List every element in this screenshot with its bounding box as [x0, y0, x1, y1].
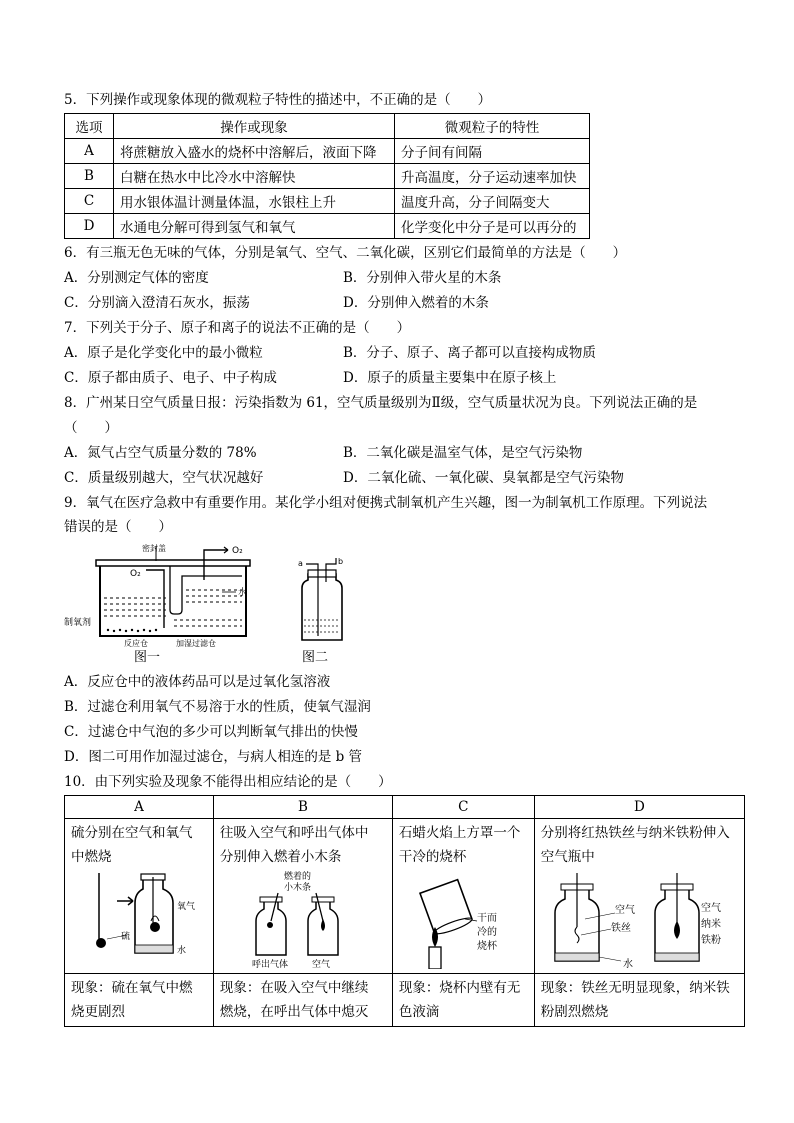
header-option: 选项	[65, 114, 114, 139]
experiment-d-cell	[534, 819, 744, 974]
q7-option-d: D．原子的质量主要集中在原子核上	[343, 370, 557, 386]
label-o2-in: O₂	[130, 569, 141, 579]
label-water-a: 水	[177, 946, 187, 956]
q10-table	[64, 795, 745, 1027]
table-row	[65, 974, 745, 1027]
observation-c-line1: 现象：烧杯内壁有无	[398, 980, 521, 996]
label-dry-2: 冷的	[476, 927, 497, 938]
q10-stem: 10．由下列实验及现象不能得出相应结论的是（ ）	[64, 774, 392, 790]
experiment-a-desc2: 中燃烧	[71, 849, 112, 865]
cell-property: 温度升高，分子间隔变大	[395, 189, 590, 214]
cell-option: D	[65, 214, 114, 239]
table-header-row	[65, 114, 590, 139]
iron-burning-diagram	[545, 869, 735, 969]
cell-operation: 将蔗糖放入盛水的烧杯中溶解后，液面下降	[114, 139, 395, 164]
experiment-c-cell	[392, 819, 534, 974]
q8-option-b: B．二氧化碳是温室气体，是空气污染物	[343, 445, 583, 461]
label-iron-wire: 铁丝	[610, 923, 631, 934]
label-seal-lid: 密封盖	[142, 544, 166, 553]
observation-c	[392, 974, 534, 1027]
experiment-b-desc1: 往吸入空气和呼出气体中	[219, 825, 369, 841]
cell-operation: 水通电分解可得到氢气和氧气	[114, 214, 395, 239]
experiment-d-desc2: 空气瓶中	[540, 849, 595, 865]
q6-option-c: C．分别滴入澄清石灰水，振荡	[64, 295, 250, 311]
q6-option-b: B．分别伸入带火星的木条	[343, 270, 502, 286]
experiment-b-desc2: 分别伸入燃着小木条	[219, 849, 342, 865]
q7-option-a: A．原子是化学变化中的最小微粒	[64, 345, 263, 361]
q7-option-b: B．分子、原子、离子都可以直接构成物质	[343, 345, 596, 361]
cell-property: 化学变化中分子是可以再分的	[395, 214, 590, 239]
label-agent: 制氧剂	[64, 618, 92, 628]
label-water-d: 水	[622, 959, 633, 969]
observation-d	[534, 974, 744, 1027]
header-a: A	[65, 796, 214, 819]
table-row	[65, 189, 590, 214]
q8-option-a: A．氮气占空气质量分数的 78%	[64, 445, 257, 461]
observation-b-line2: 燃烧，在呼出气体中熄灭	[219, 1004, 369, 1020]
experiment-b-cell	[213, 819, 392, 974]
table-header-row	[65, 796, 745, 819]
observation-d-line1: 现象：铁丝无明显现象，纳米铁	[540, 980, 730, 996]
q9-stem-line2: 错误的是（ ）	[64, 519, 172, 535]
table-row	[65, 214, 590, 239]
label-tube-a: a	[298, 559, 303, 568]
experiment-c-desc1: 石蜡火焰上方罩一个	[398, 825, 521, 841]
label-dry-1: 干而	[476, 913, 497, 924]
q5-table	[64, 113, 590, 239]
label-burning-stick-1: 燃着的	[283, 872, 311, 882]
cell-property: 升高温度，分子运动速率加快	[395, 164, 590, 189]
table-row	[65, 819, 745, 974]
experiment-c-desc2: 干冷的烧杯	[398, 849, 467, 865]
q9-option-c: C．过滤仓中气泡的多少可以判断氧气排出的快慢	[64, 724, 358, 740]
q9-option-b: B．过滤仓利用氧气不易溶于水的性质，使氧气湿润	[64, 699, 371, 715]
label-reactor: 反应仓	[124, 639, 148, 648]
q8-option-d: D．二氧化硫、一氧化碳、臭氧都是空气污染物	[343, 470, 624, 486]
breath-comparison-diagram	[226, 869, 376, 969]
cell-option: B	[65, 164, 114, 189]
label-oxygen: 氧气	[177, 902, 196, 912]
label-exhaled: 呼出气体	[251, 960, 288, 969]
label-tube-b: b	[338, 558, 344, 566]
q8-stem: 8．广州某日空气质量日报：污染指数为 61，空气质量级别为Ⅱ级，空气质量状况为良。下列说法正确的是	[64, 395, 698, 411]
table-row	[65, 164, 590, 189]
header-c: C	[392, 796, 534, 819]
table-row	[65, 139, 590, 164]
header-operation: 操作或现象	[114, 114, 395, 139]
q9-stem: 9．氧气在医疗急救中有重要作用。某化学小组对便携式制氧机产生兴趣，图一为制氧机工作原理。下列说法	[64, 495, 708, 511]
q8-option-c: C．质量级别越大，空气状况越好	[64, 470, 264, 486]
q6-option-a: A．分别测定气体的密度	[64, 270, 209, 286]
label-water: 水	[238, 588, 248, 598]
observation-d-line2: 粉剧烈燃烧	[540, 1004, 609, 1020]
q6-option-d: D．分别伸入燃着的木条	[343, 295, 489, 311]
wash-bottle-diagram	[292, 558, 352, 646]
observation-b-line1: 现象：在吸入空气中继续	[219, 980, 369, 996]
observation-a	[65, 974, 214, 1027]
cell-option: C	[65, 189, 114, 214]
label-o2-out: O₂	[232, 546, 243, 556]
q5-stem: 5．下列操作或现象体现的微观粒子特性的描述中，不正确的是（ ）	[64, 92, 492, 108]
experiment-a-desc1: 硫分别在空气和氧气	[71, 825, 193, 841]
q6-stem: 6．有三瓶无色无味的气体，分别是氧气、空气、二氧化碳，区别它们最简单的方法是（ ）	[64, 245, 627, 261]
header-d: D	[534, 796, 744, 819]
candle-beaker-diagram	[407, 869, 527, 969]
figure-1-caption: 图一	[134, 650, 161, 665]
sulfur-burning-diagram	[81, 869, 201, 959]
cell-operation: 用水银体温计测量体温，水银柱上升	[114, 189, 395, 214]
experiment-a-cell	[65, 819, 214, 974]
experiment-d-desc1: 分别将红热铁丝与纳米铁粉伸入	[540, 825, 730, 841]
observation-a-line2: 烧更剧烈	[71, 1004, 125, 1020]
q7-option-c: C．原子都由质子、电子、中子构成	[64, 370, 277, 386]
observation-b	[213, 974, 392, 1027]
label-burning-stick-2: 小木条	[283, 883, 311, 893]
label-air-b: 空气	[311, 960, 330, 969]
oxygen-generator-diagram	[86, 540, 261, 648]
cell-property: 分子间有间隔	[395, 139, 590, 164]
header-b: B	[213, 796, 392, 819]
q7-stem: 7．下列关于分子、原子和离子的说法不正确的是（ ）	[64, 320, 411, 336]
label-filter: 加湿过滤仓	[176, 639, 216, 648]
cell-option: A	[65, 139, 114, 164]
label-nano-2: 铁粉	[700, 935, 721, 946]
label-nano-1: 纳米	[700, 919, 721, 930]
q9-option-d: D．图二可用作加湿过滤仓，与病人相连的是 b 管	[64, 749, 363, 765]
header-property: 微观粒子的特性	[395, 114, 590, 139]
label-air-d2: 空气	[700, 903, 721, 914]
label-dry-3: 烧杯	[476, 941, 497, 952]
q9-option-a: A．反应仓中的液体药品可以是过氧化氢溶液	[64, 674, 331, 690]
observation-c-line2: 色液滴	[398, 1004, 440, 1020]
q8-stem-paren: （ ）	[64, 420, 118, 436]
observation-a-line1: 现象：硫在氧气中燃	[71, 980, 193, 996]
label-air-d1: 空气	[614, 905, 635, 916]
figure-2-caption: 图二	[302, 650, 329, 665]
label-sulfur: 硫	[121, 932, 131, 942]
cell-operation: 白糖在热水中比冷水中溶解快	[114, 164, 395, 189]
